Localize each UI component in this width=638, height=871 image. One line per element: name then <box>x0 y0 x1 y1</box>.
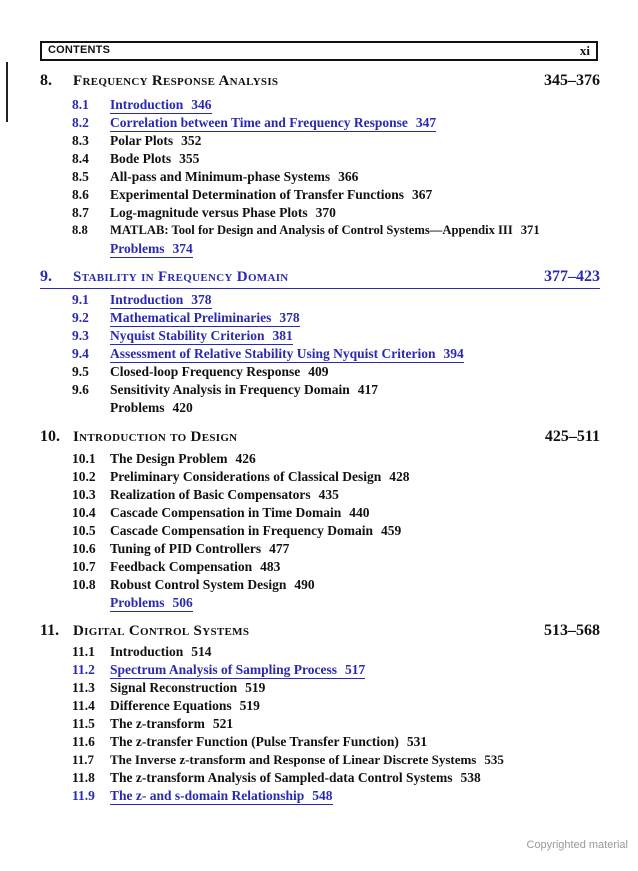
toc-link-11-9[interactable]: 11.9 The z- and s-domain Relationship 548 <box>72 788 333 803</box>
toc-entry-10-2: 10.2 Preliminary Considerations of Classical Design 428 <box>72 469 410 484</box>
toc-entry-10-1: 10.1 The Design Problem 426 <box>72 451 256 466</box>
toc-link-11-2[interactable]: 11.2 Spectrum Analysis of Sampling Process 517 <box>72 662 366 677</box>
margin-rule <box>6 62 8 122</box>
chapter-heading-10: 10. Introduction to Design 425–511 <box>40 428 600 445</box>
chapter-heading-8: 8. Frequency Response Analysis 345–376 <box>40 72 600 89</box>
toc-entry-11-6: 11.6 The z-transfer Function (Pulse Transfer Function) 531 <box>72 734 428 749</box>
toc-entry-8-5: 8.5 All-pass and Minimum-phase Systems 366 <box>72 169 359 184</box>
toc-entry-11-3: 11.3 Signal Reconstruction 519 <box>72 680 266 695</box>
chapter-heading-11: 11. Digital Control Systems 513–568 <box>40 622 600 639</box>
contents-header <box>40 41 598 61</box>
toc-entry-10-5: 10.5 Cascade Compensation in Frequency Domain 459 <box>72 523 402 538</box>
toc-link-9-4[interactable]: 9.4 Assessment of Relative Stability Using Nyquist Criterion 394 <box>72 346 464 361</box>
toc-entry-10-4: 10.4 Cascade Compensation in Time Domain 440 <box>72 505 370 520</box>
toc-entry-11-5: 11.5 The z-transform 521 <box>72 716 234 731</box>
toc-entry-10-6: 10.6 Tuning of PID Controllers 477 <box>72 541 290 556</box>
toc-entry-8-7: 8.7 Log-magnitude versus Phase Plots 370 <box>72 205 336 220</box>
toc-entry-9-6: 9.6 Sensitivity Analysis in Frequency Domain 417 <box>72 382 379 397</box>
toc-link-problems-10[interactable]: Problems 506 <box>110 595 193 610</box>
toc-entry-11-1: 11.1 Introduction 514 <box>72 644 212 659</box>
toc-entry-11-8: 11.8 The z-transform Analysis of Sampled-data Control Systems 538 <box>72 770 481 785</box>
page-number: xi <box>579 43 590 58</box>
toc-entry-9-5: 9.5 Closed-loop Frequency Response 409 <box>72 364 329 379</box>
copyright-notice: Copyrighted material <box>526 839 628 851</box>
toc-entry-10-7: 10.7 Feedback Compensation 483 <box>72 559 281 574</box>
toc-link-8-2[interactable]: 8.2 Correlation between Time and Frequency Response 347 <box>72 115 437 130</box>
toc-link-9-1[interactable]: 9.1 Introduction 378 <box>72 292 212 307</box>
toc-entry-problems-9: Problems 420 <box>110 400 193 415</box>
toc-entry-8-6: 8.6 Experimental Determination of Transfer Functions 367 <box>72 187 433 202</box>
chapter-heading-9[interactable]: 9. Stability in Frequency Domain 377–423 <box>40 268 600 289</box>
toc-link-9-2[interactable]: 9.2 Mathematical Preliminaries 378 <box>72 310 300 325</box>
toc-entry-11-7: 11.7 The Inverse z-transform and Response of Linear Discrete Systems 535 <box>72 752 504 767</box>
toc-entry-11-4: 11.4 Difference Equations 519 <box>72 698 260 713</box>
toc-link-8-1[interactable]: 8.1 Introduction 346 <box>72 97 212 112</box>
contents-label: CONTENTS <box>48 44 111 56</box>
toc-link-problems-8[interactable]: Problems 374 <box>110 241 193 256</box>
toc-link-9-3[interactable]: 9.3 Nyquist Stability Criterion 381 <box>72 328 293 343</box>
toc-entry-8-4: 8.4 Bode Plots 355 <box>72 151 200 166</box>
toc-entry-10-8: 10.8 Robust Control System Design 490 <box>72 577 315 592</box>
toc-entry-8-8: 8.8 MATLAB: Tool for Design and Analysis of Control Systems—Appendix III 371 <box>72 223 540 237</box>
toc-entry-10-3: 10.3 Realization of Basic Compensators 435 <box>72 487 339 502</box>
toc-entry-8-3: 8.3 Polar Plots 352 <box>72 133 202 148</box>
